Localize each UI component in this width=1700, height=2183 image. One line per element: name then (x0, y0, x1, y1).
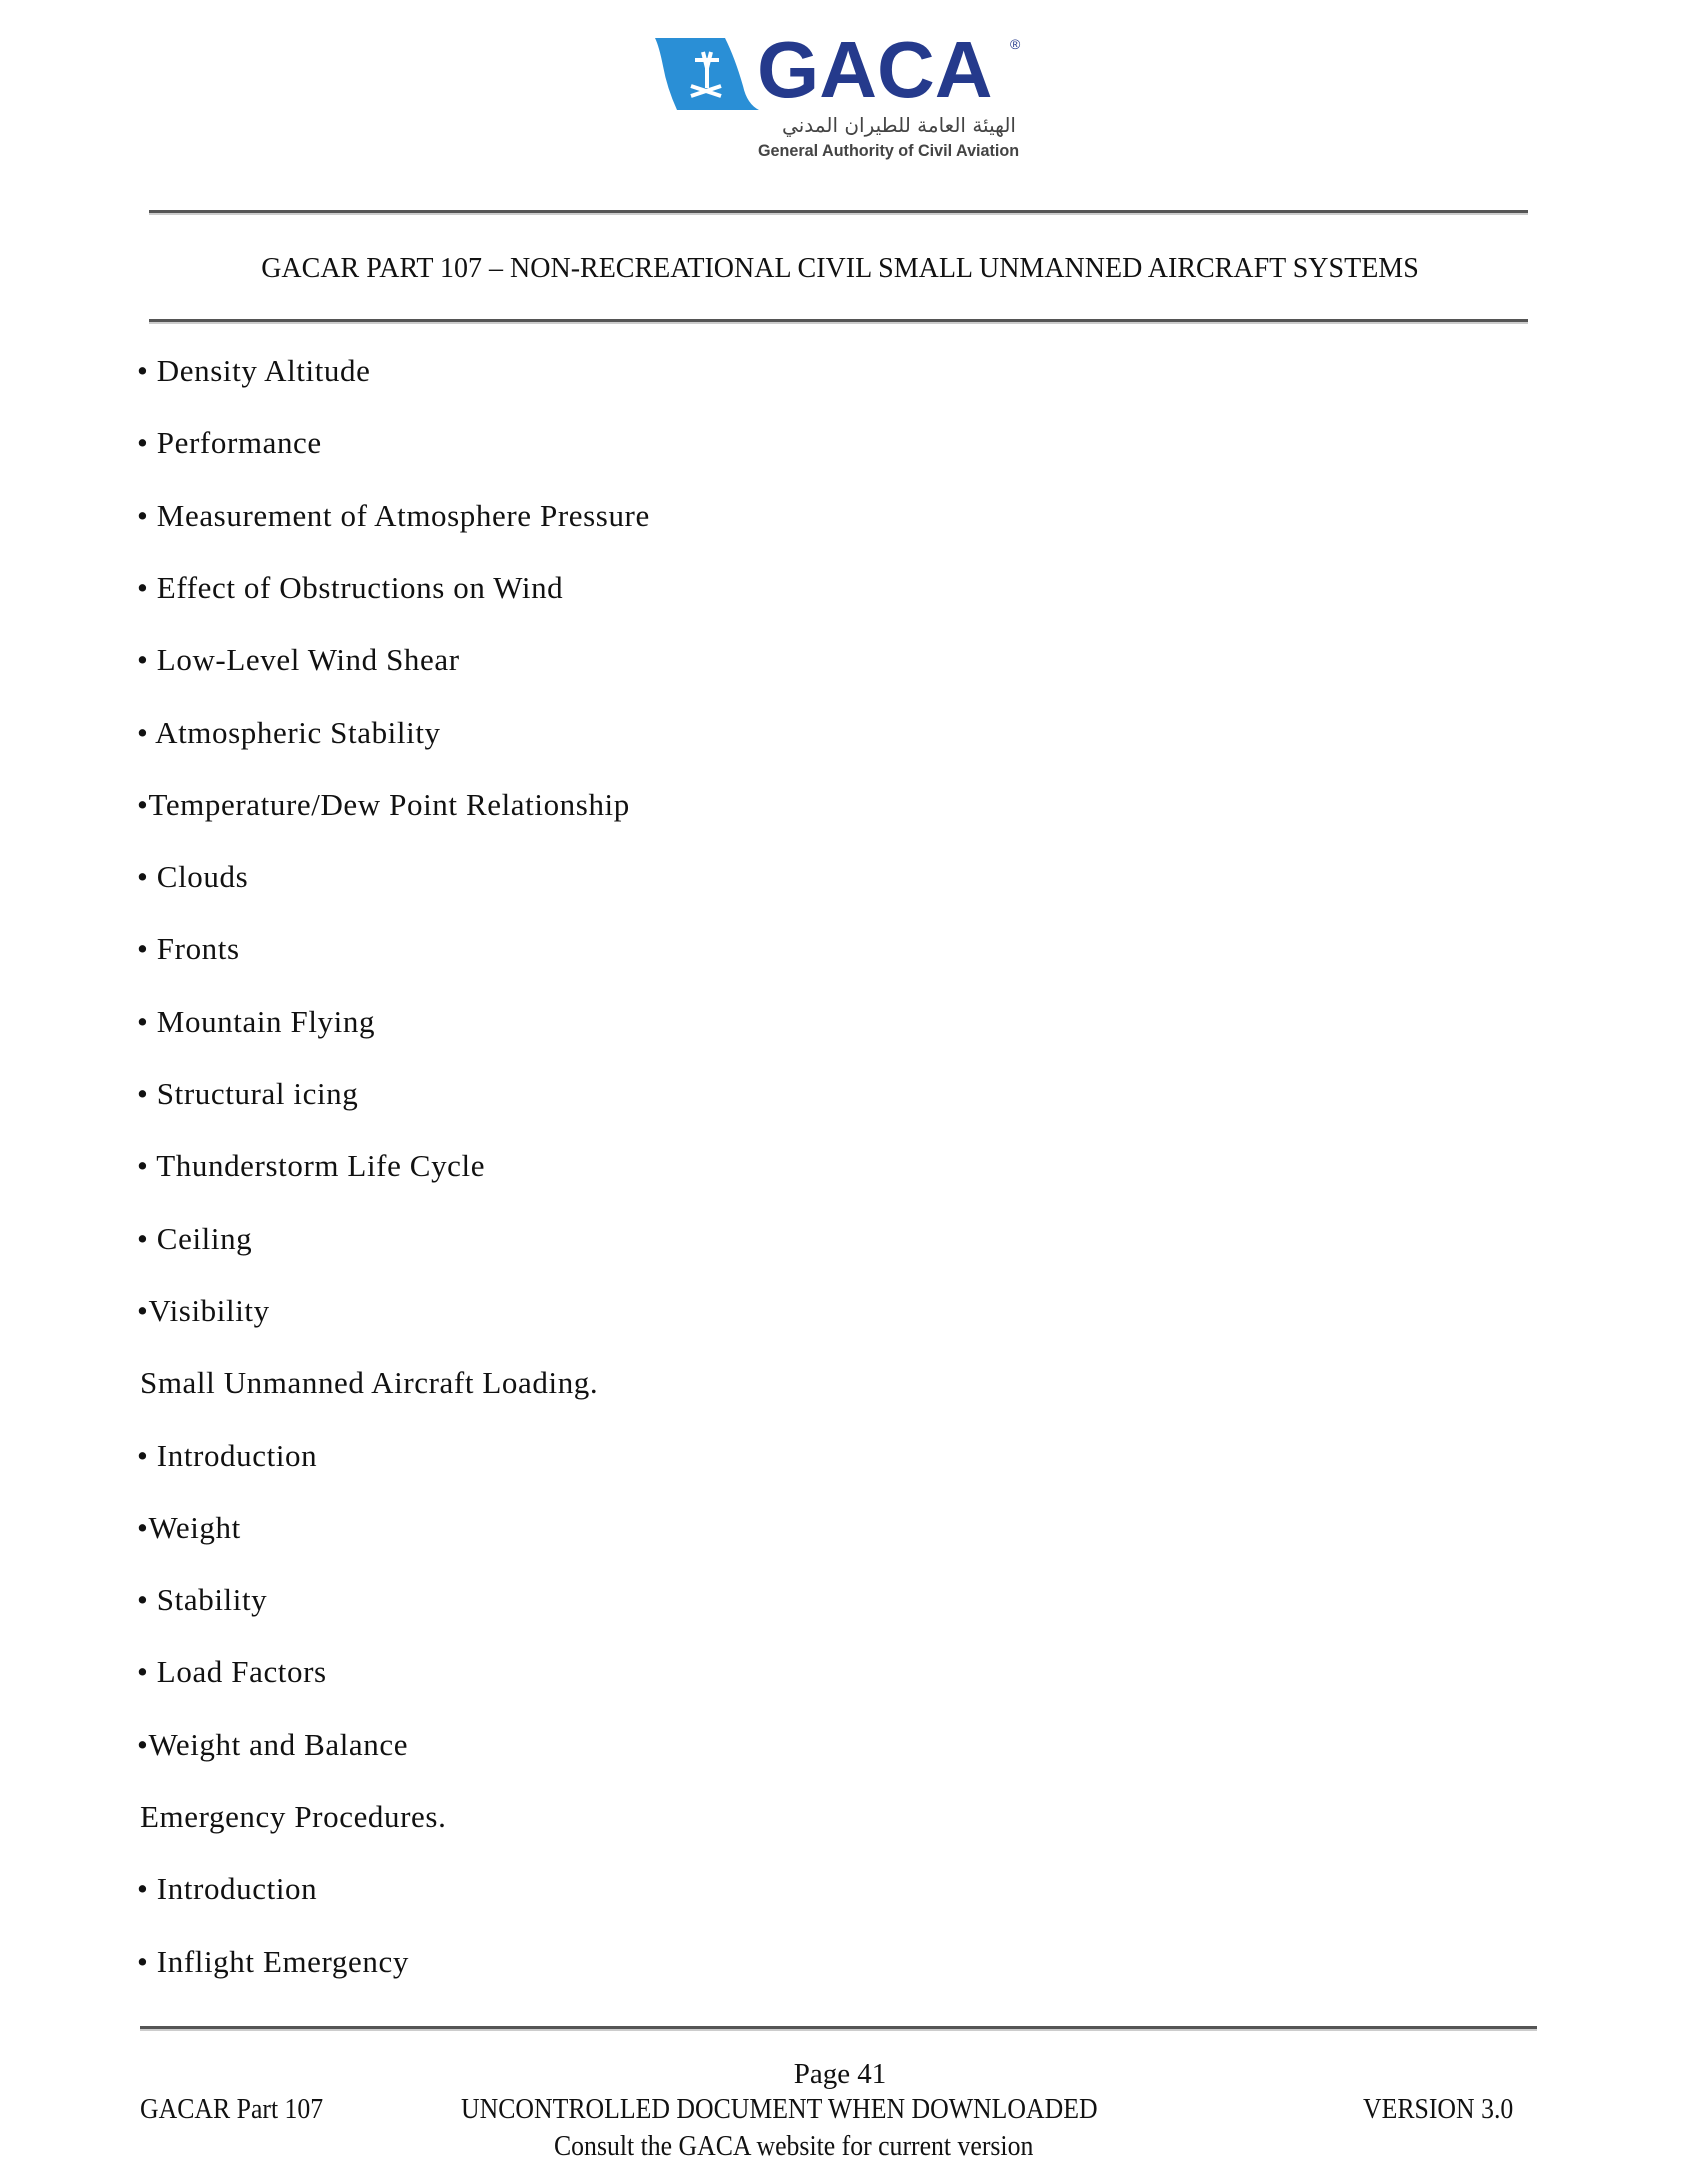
page-number: Page 41 (793, 2058, 887, 2090)
section-heading: Small Unmanned Aircraft Loading. (140, 1365, 599, 1401)
document-title: GACAR PART 107 – NON-RECREATIONAL CIVIL SMALL UNMANNED AIRCRAFT SYSTEMS (261, 253, 1419, 284)
list-item: • Measurement of Atmosphere Pressure (137, 497, 650, 533)
list-item: • Introduction (137, 1871, 318, 1907)
list-item: • Performance (137, 425, 322, 461)
list-item: •Temperature/Dew Point Relationship (137, 786, 630, 822)
list-item: • Stability (137, 1582, 268, 1618)
list-item: • Load Factors (137, 1654, 327, 1690)
header-rule-top (149, 210, 1528, 215)
header-rule-bottom (149, 319, 1528, 324)
list-item: • Atmospheric Stability (137, 714, 441, 750)
list-item: •Weight (137, 1509, 241, 1545)
registered-mark: ® (1010, 36, 1021, 52)
footer-center: UNCONTROLLED DOCUMENT WHEN DOWNLOADED (461, 2094, 1098, 2125)
logo-english: General Authority of Civil Aviation (758, 141, 1020, 160)
logo-arabic: الهيئة العامة للطيران المدني (782, 113, 1016, 137)
list-item: • Low-Level Wind Shear (137, 642, 460, 678)
list-item: • Fronts (137, 931, 240, 967)
section-heading: Emergency Procedures. (140, 1799, 447, 1834)
footer-left: GACAR Part 107 (140, 2094, 324, 2125)
list-item: •Visibility (137, 1292, 270, 1328)
list-item: • Effect of Obstructions on Wind (137, 569, 564, 605)
emblem-icon (655, 38, 759, 110)
list-item: • Inflight Emergency (137, 1943, 409, 1979)
list-item: • Structural icing (137, 1076, 359, 1111)
list-item: • Density Altitude (137, 353, 371, 388)
list-item: • Clouds (137, 859, 249, 895)
list-item: • Thunderstorm Life Cycle (137, 1148, 486, 1184)
list-item: •Weight and Balance (137, 1726, 409, 1762)
footer-right: VERSION 3.0 (1363, 2094, 1514, 2125)
list-item: • Ceiling (137, 1220, 253, 1256)
logo-wordmark: GACA (757, 25, 993, 114)
footer-rule (140, 2026, 1537, 2031)
footer-note: Consult the GACA website for current version (554, 2131, 1034, 2162)
list-item: • Introduction (137, 1437, 318, 1473)
list-item: • Mountain Flying (137, 1003, 376, 1039)
